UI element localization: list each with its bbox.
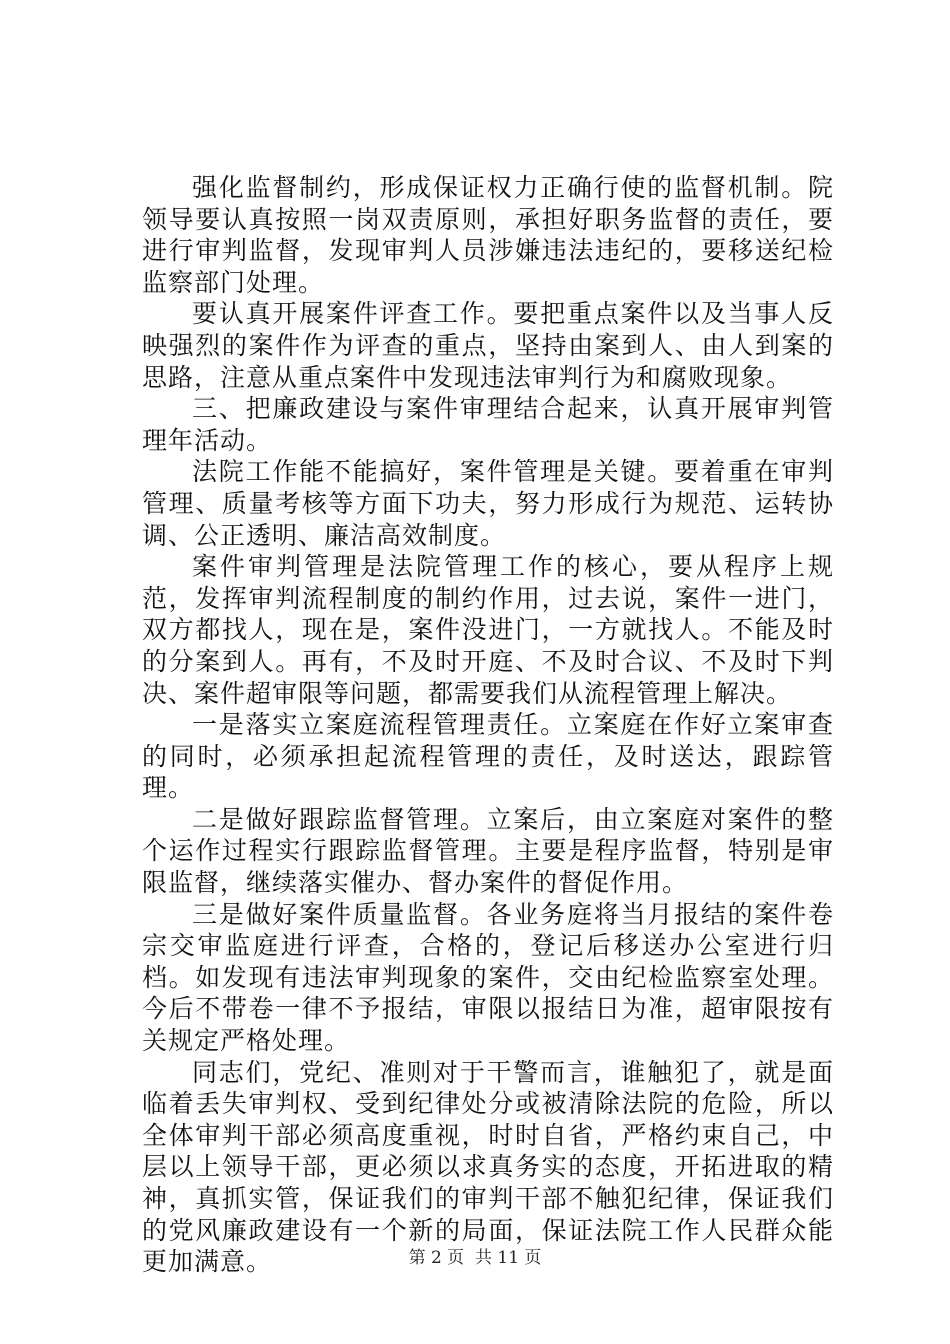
paragraph-point-two: 二是做好跟踪监督管理。立案后，由立案庭对案件的整个运作过程实行跟踪监督管理。主要是程序监督，特别是审限监督，继续落实催办、督办案件的督促作用。 xyxy=(142,804,834,898)
paragraph-trial-management-core: 案件审判管理是法院管理工作的核心，要从程序上规范，发挥审判流程制度的制约作用，过去说，案件一进门，双方都找人，现在是，案件没进门，一方就找人。不能及时的分案到人。再有，不及时开庭、不及时合议、不及时下判决、案件超审限等问题，都需要我们从流程管理上解决。 xyxy=(142,552,834,708)
paragraph-case-management: 法院工作能不能搞好，案件管理是关键。要着重在审判管理、质量考核等方面下功夫，努力形成行为规范、运转协调、公正透明、廉洁高效制度。 xyxy=(142,457,834,550)
paragraph-case-review: 要认真开展案件评查工作。要把重点案件以及当事人反映强烈的案件作为评查的重点，坚持由案到人、由人到案的思路，注意从重点案件中发现违法审判行为和腐败现象。 xyxy=(142,299,834,392)
paragraph-supervision: 强化监督制约，形成保证权力正确行使的监督机制。院领导要认真按照一岗双责原则，承担好职务监督的责任，要进行审判监督，发现审判人员涉嫌违法违纪的，要移送纪检监察部门处理。 xyxy=(142,173,834,297)
paragraph-point-one: 一是落实立案庭流程管理责任。立案庭在作好立案审查的同时，必须承担起流程管理的责任，及时送达，跟踪管理。 xyxy=(142,710,834,803)
paragraph-point-three: 三是做好案件质量监督。各业务庭将当月报结的案件卷宗交审监庭进行评查，合格的，登记后移送办公室进行归档。如发现有违法审判现象的案件，交由纪检监察室处理。今后不带卷一律不予报结，审限以报结日为准，超审限按有关规定严格处理。 xyxy=(142,899,834,1056)
page-number-footer: 第 2 页 共 11 页 xyxy=(408,1248,542,1268)
document-body xyxy=(142,172,834,1278)
paragraph-closing: 同志们，党纪、准则对于干警而言，谁触犯了，就是面临着丢失审判权、受到纪律处分或被清除法院的危险，所以全体审判干部必须高度重视，时时自省，严格约束自己，中层以上领导干部，更必须以求真务实的态度，开拓进取的精神，真抓实管，保证我们的审判干部不触犯纪律，保证我们的党风廉政建设有一个新的局面，保证法院工作人民群众能更加满意。 xyxy=(142,1057,834,1277)
paragraph-section-three-heading: 三、把廉政建设与案件审理结合起来，认真开展审判管理年活动。 xyxy=(142,394,834,455)
